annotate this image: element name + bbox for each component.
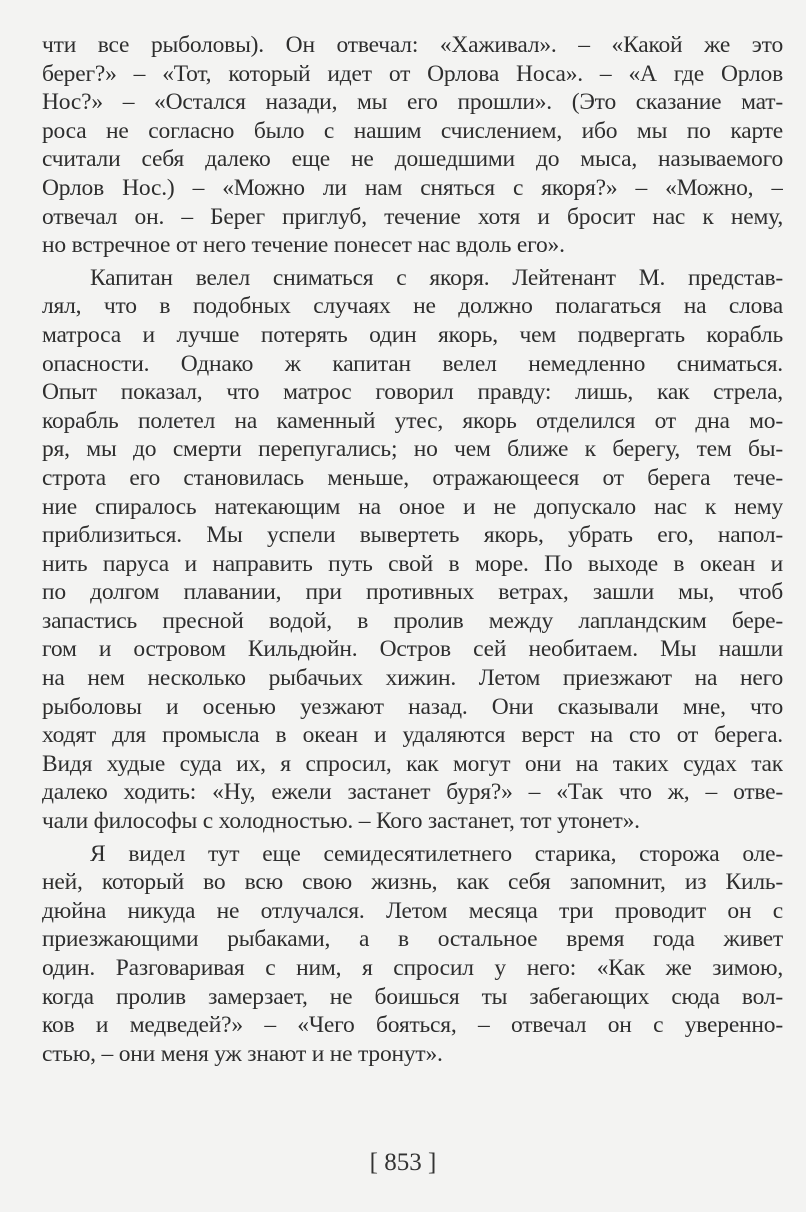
- text-line: приблизиться. Мы успели вывертеть якорь, убрать его, напол-: [42, 522, 783, 549]
- text-line: один. Разговаривая с ним, я спросил у него: «Как же зимою,: [42, 955, 783, 981]
- text-line: считали себя далеко еще не дошедшими до мыса, называемого: [42, 146, 783, 173]
- text-line: опасности. Однако ж капитан велел немедленно сниматься.: [42, 350, 783, 377]
- text-line: берег?» – «Тот, который идет от Орлова Носа». – «А где Орлов: [42, 60, 783, 87]
- text-line: Нос?» – «Остался назади, мы его прошли». (Это сказание мат-: [42, 89, 783, 116]
- text-line: Опыт показал, что матрос говорил правду: лишь, как стрела,: [42, 379, 783, 406]
- text-line: Я видел тут еще семидесятилетнего старика, сторожа оле-: [90, 840, 783, 867]
- text-line: ней, который во всю свою жизнь, как себя запомнит, из Киль-: [42, 869, 783, 896]
- text-line: Орлов Нос.) – «Можно ли нам сняться с якоря?» – «Можно, –: [42, 174, 783, 201]
- text-line: чти все рыболовы). Он отвечал: «Хаживал». – «Какой же это: [42, 32, 783, 58]
- text-line: корабль полетел на каменный утес, якорь отделился от дна мо-: [42, 407, 783, 434]
- text-line: но встречное от него течение понесет нас вдоль его».: [42, 232, 565, 259]
- text-line: ков и медведей?» – «Чего бояться, – отвечал он с уверенно-: [42, 1012, 783, 1039]
- text-line: лял, что в подобных случаях не должно полагаться на слова: [42, 293, 783, 320]
- text-line: стью, – они меня уж знают и не тронут».: [42, 1040, 443, 1067]
- text-line: роса не согласно было с нашим счислением, ибо мы по карте: [42, 117, 783, 144]
- text-line: Капитан велел сниматься с якоря. Лейтенант М. представ-: [90, 264, 783, 291]
- text-line: нить паруса и направить путь свой в море. По выходе в океан и: [42, 550, 783, 577]
- paragraph: [42, 264, 783, 836]
- text-line: Видя худые суда их, я спросил, как могут они на таких судах так: [42, 750, 783, 777]
- text-line: на нем несколько рыбачьих хижин. Летом приезжают на него: [42, 665, 783, 692]
- text-line: строта его становилась меньше, отражающееся от берега тече-: [42, 464, 783, 491]
- page-number: [ 853 ]: [369, 1149, 437, 1176]
- text-line: по долгом плавании, при противных ветрах, зашли мы, чтоб: [42, 579, 783, 606]
- text-line: ря, мы до смерти перепугались; но чем ближе к берегу, тем бы-: [42, 436, 783, 463]
- paragraph: [42, 31, 783, 260]
- text-line: далеко ходить: «Ну, ежели застанет буря?» – «Так что ж, – отве-: [42, 779, 783, 806]
- text-line: ходят для промысла в океан и удаляются верст на сто от берега.: [42, 722, 783, 749]
- text-line: дюйна никуда не отлучался. Летом месяца три проводит он с: [42, 897, 783, 924]
- text-line: ние спиралось натекающим на оное и не допускало нас к нему: [42, 493, 783, 520]
- text-line: когда пролив замерзает, не боишься ты забегающих сюда вол-: [42, 983, 783, 1010]
- page-body-text: [42, 31, 783, 1072]
- text-line: матроса и лучше потерять один якорь, чем подвергать корабль: [42, 321, 783, 348]
- text-line: приезжающими рыбаками, а в остальное время года живет: [42, 926, 783, 953]
- text-line: гом и островом Кильдюйн. Остров сей необитаем. Мы нашли: [42, 636, 783, 663]
- text-line: рыболовы и осенью уезжают назад. Они сказывали мне, что: [42, 693, 783, 720]
- text-line: отвечал он. – Берег приглуб, течение хотя и бросит нас к нему,: [42, 203, 783, 230]
- paragraph: [42, 840, 783, 1069]
- text-line: запастись пресной водой, в пролив между лапландским бере-: [42, 607, 783, 634]
- text-line: чали философы с холодностью. – Кого застанет, тот утонет».: [42, 808, 640, 835]
